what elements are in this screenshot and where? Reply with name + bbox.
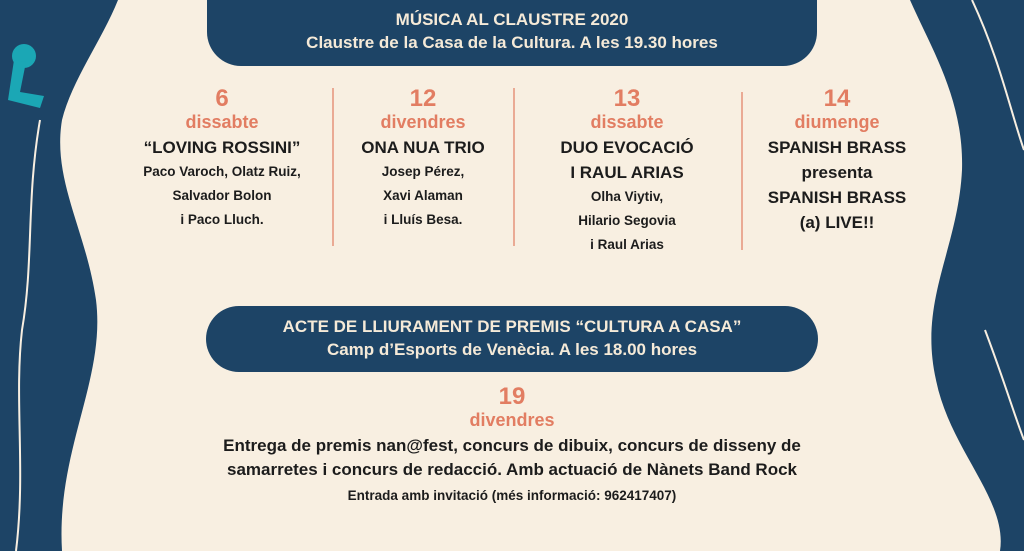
event-date: 12 <box>409 85 437 112</box>
event-day: diumenge <box>794 112 880 132</box>
event-performers: i Lluís Besa. <box>383 212 463 227</box>
header-title: MÚSICA AL CLAUSTRE 2020 <box>395 10 629 29</box>
awards-subtitle: Camp d’Esports de Venècia. A les 18.00 hores <box>326 340 698 359</box>
event-day: divendres <box>380 112 466 132</box>
awards-description-line: samarretes i concurs de redacció. Amb actuació de Nànets Band Rock <box>226 460 798 479</box>
event-performers: i Paco Lluch. <box>180 212 264 227</box>
event-card-14 <box>768 86 907 235</box>
awards-title: ACTE DE LLIURAMENT DE PREMIS “CULTURA A CASA” <box>282 317 742 336</box>
event-performers: Hilario Segovia <box>578 213 676 228</box>
event-performers: Salvador Bolon <box>172 188 272 203</box>
awards-description-line: Entrega de premis nan@fest, concurs de dibuix, concurs de disseny de <box>223 436 801 455</box>
event-card-6 <box>143 86 301 232</box>
event-title: (a) LIVE!! <box>799 213 875 232</box>
event-performers: Paco Varoch, Olatz Ruiz, <box>143 164 301 179</box>
event-title: I RAUL ARIAS <box>570 163 684 182</box>
event-day: dissabte <box>590 112 664 132</box>
event-title: SPANISH BRASS <box>767 188 907 207</box>
event-title: DUO EVOCACIÓ <box>560 138 694 157</box>
event-card-13 <box>560 86 693 257</box>
awards-info: Entrada amb invitació (més informació: 962417407) <box>347 488 677 503</box>
header-banner <box>207 0 817 66</box>
awards-description <box>0 434 1024 482</box>
event-date: 14 <box>823 85 851 112</box>
event-title: presenta <box>801 163 873 182</box>
event-performers: i Raul Arias <box>590 237 664 252</box>
awards-event <box>0 384 1024 508</box>
event-performers: Xavi Alaman <box>383 188 463 203</box>
awards-banner <box>206 306 818 372</box>
awards-day: divendres <box>469 410 555 430</box>
awards-date: 19 <box>498 383 526 410</box>
event-performers: Josep Pérez, <box>381 164 465 179</box>
event-date: 6 <box>215 85 229 112</box>
event-title: “LOVING ROSSINI” <box>143 138 301 157</box>
event-date: 13 <box>613 85 641 112</box>
event-performers: Olha Viytiv, <box>590 189 664 204</box>
event-day: dissabte <box>185 112 259 132</box>
event-card-12 <box>361 86 484 232</box>
header-subtitle: Claustre de la Casa de la Cultura. A les 19.30 hores <box>306 33 718 52</box>
event-title: SPANISH BRASS <box>767 138 907 157</box>
event-title: ONA NUA TRIO <box>361 138 485 157</box>
